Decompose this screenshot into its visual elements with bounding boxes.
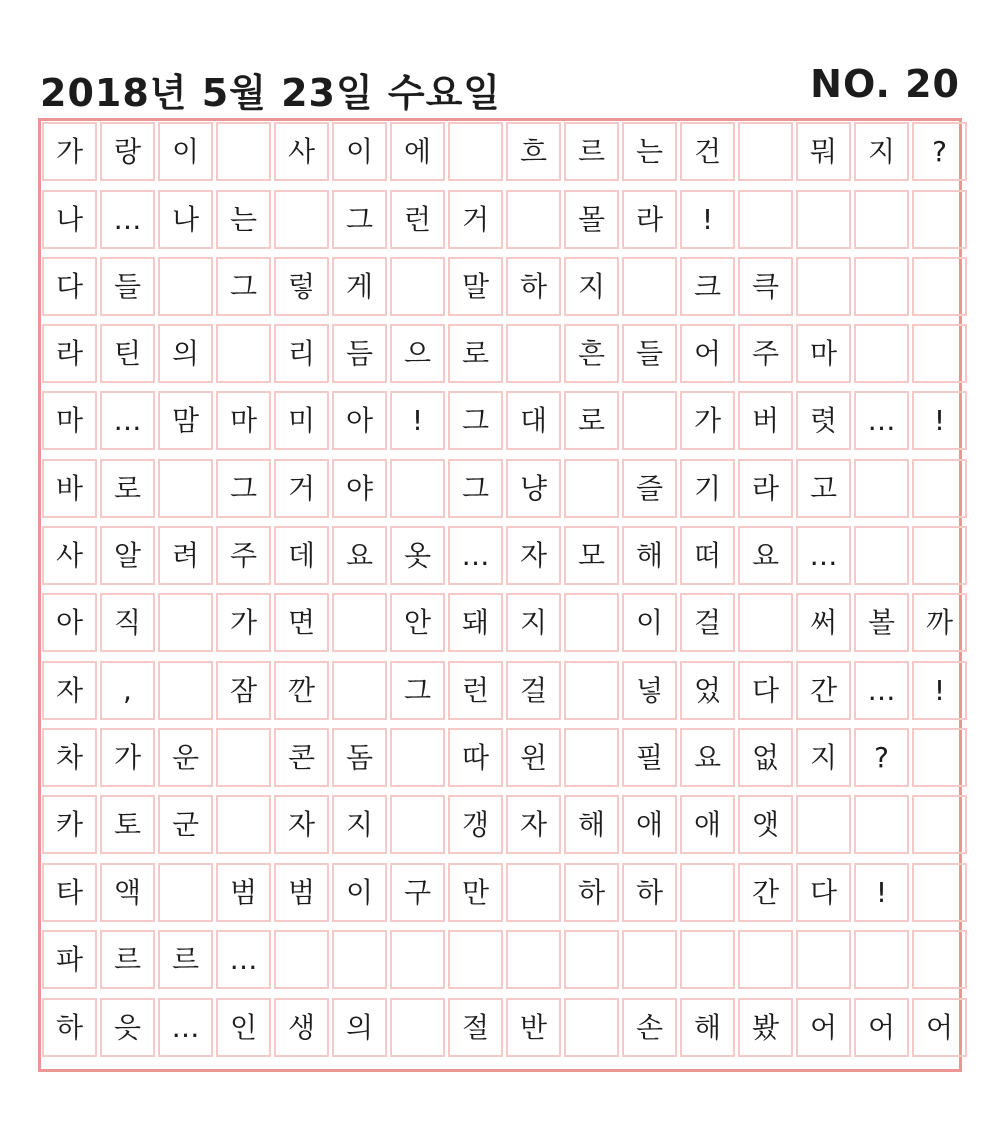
grid-cell xyxy=(564,593,619,652)
grid-cell: … xyxy=(796,526,851,585)
grid-cell: 생 xyxy=(274,998,329,1057)
grid-cell xyxy=(854,930,909,989)
grid-cell: 그 xyxy=(390,661,445,720)
grid-cell xyxy=(912,795,967,854)
grid-cell: 가 xyxy=(680,391,735,450)
grid-row xyxy=(42,593,967,652)
grid-cell: 반 xyxy=(506,998,561,1057)
grid-cell: 앳 xyxy=(738,795,793,854)
grid-cell: 해 xyxy=(680,998,735,1057)
grid-cell xyxy=(738,593,793,652)
grid-cell: 지 xyxy=(506,593,561,652)
grid-cell: 고 xyxy=(796,459,851,518)
grid-cell: 흔 xyxy=(564,324,619,383)
grid-cell: 이 xyxy=(622,593,677,652)
grid-cell: 요 xyxy=(680,728,735,787)
grid-cell: 이 xyxy=(158,122,213,181)
grid-cell xyxy=(738,122,793,181)
grid-cell xyxy=(564,459,619,518)
grid-cell: 해 xyxy=(564,795,619,854)
grid-cell: ! xyxy=(912,391,967,450)
grid-row xyxy=(42,324,967,383)
grid-cell: 읏 xyxy=(100,998,155,1057)
grid-row xyxy=(42,728,967,787)
grid-cell xyxy=(854,526,909,585)
grid-row xyxy=(42,190,967,249)
grid-cell: 액 xyxy=(100,863,155,922)
grid-cell xyxy=(912,728,967,787)
grid-cell: 주 xyxy=(738,324,793,383)
grid-cell: 하 xyxy=(622,863,677,922)
grid-cell: 크 xyxy=(680,257,735,316)
grid-cell: 로 xyxy=(448,324,503,383)
grid-cell: 이 xyxy=(332,122,387,181)
grid-cell: 르 xyxy=(100,930,155,989)
grid-cell xyxy=(274,930,329,989)
grid-cell xyxy=(854,795,909,854)
grid-cell xyxy=(854,324,909,383)
grid-cell: 다 xyxy=(796,863,851,922)
grid-row xyxy=(42,930,967,989)
grid-cell: 의 xyxy=(332,998,387,1057)
grid-cell xyxy=(854,459,909,518)
grid-cell xyxy=(796,795,851,854)
grid-cell: 듬 xyxy=(332,324,387,383)
grid-cell: 흐 xyxy=(506,122,561,181)
grid-cell xyxy=(796,190,851,249)
grid-cell: 잠 xyxy=(216,661,271,720)
grid-cell: 의 xyxy=(158,324,213,383)
grid-cell: 그 xyxy=(448,459,503,518)
grid-cell: 어 xyxy=(796,998,851,1057)
grid-cell: 게 xyxy=(332,257,387,316)
page-number: NO. 20 xyxy=(810,62,960,106)
grid-cell: 타 xyxy=(42,863,97,922)
grid-cell: 만 xyxy=(448,863,503,922)
grid-cell: 카 xyxy=(42,795,97,854)
grid-row xyxy=(42,257,967,316)
grid-cell xyxy=(216,795,271,854)
grid-cell: 야 xyxy=(332,459,387,518)
grid-cell xyxy=(216,728,271,787)
grid-cell: 런 xyxy=(390,190,445,249)
grid-cell xyxy=(158,257,213,316)
grid-cell: … xyxy=(854,391,909,450)
grid-cell: 범 xyxy=(216,863,271,922)
grid-cell: 큭 xyxy=(738,257,793,316)
grid-cell: 봤 xyxy=(738,998,793,1057)
grid-cell: 이 xyxy=(332,863,387,922)
grid-cell xyxy=(680,863,735,922)
grid-row xyxy=(42,122,967,181)
grid-cell: 돔 xyxy=(332,728,387,787)
grid-cell: 맘 xyxy=(158,391,213,450)
grid-cell: 뭐 xyxy=(796,122,851,181)
grid-cell: 는 xyxy=(216,190,271,249)
grid-cell xyxy=(506,190,561,249)
grid-cell xyxy=(390,728,445,787)
grid-cell: 깐 xyxy=(274,661,329,720)
grid-cell: 기 xyxy=(680,459,735,518)
grid-cell: 는 xyxy=(622,122,677,181)
grid-cell: 간 xyxy=(796,661,851,720)
diary-date: 2018년 5월 23일 수요일 xyxy=(40,71,502,115)
grid-cell: 로 xyxy=(564,391,619,450)
grid-cell: 런 xyxy=(448,661,503,720)
grid-cell: 로 xyxy=(100,459,155,518)
grid-cell xyxy=(216,122,271,181)
grid-cell xyxy=(912,324,967,383)
grid-cell: 마 xyxy=(42,391,97,450)
grid-cell: 마 xyxy=(796,324,851,383)
grid-cell: … xyxy=(158,998,213,1057)
grid-cell: 려 xyxy=(158,526,213,585)
grid-cell: 마 xyxy=(216,391,271,450)
grid-cell xyxy=(564,930,619,989)
grid-row xyxy=(42,863,967,922)
grid-cell: 범 xyxy=(274,863,329,922)
grid-cell xyxy=(274,190,329,249)
grid-cell xyxy=(158,661,213,720)
grid-cell: 직 xyxy=(100,593,155,652)
grid-cell xyxy=(912,190,967,249)
grid-cell: 하 xyxy=(564,863,619,922)
grid-cell: 애 xyxy=(680,795,735,854)
grid-row xyxy=(42,526,967,585)
grid-cell: 거 xyxy=(274,459,329,518)
grid-cell: 르 xyxy=(158,930,213,989)
grid-cell xyxy=(738,190,793,249)
grid-cell: 다 xyxy=(42,257,97,316)
grid-cell xyxy=(158,593,213,652)
grid-cell: 해 xyxy=(622,526,677,585)
grid-cell: 버 xyxy=(738,391,793,450)
grid-row xyxy=(42,998,967,1057)
grid-cell: ! xyxy=(912,661,967,720)
grid-cell: 운 xyxy=(158,728,213,787)
grid-cell: ? xyxy=(912,122,967,181)
grid-cell: 리 xyxy=(274,324,329,383)
grid-cell: 차 xyxy=(42,728,97,787)
grid-cell: 떠 xyxy=(680,526,735,585)
grid-cell xyxy=(390,998,445,1057)
grid-cell xyxy=(390,459,445,518)
grid-cell: 그 xyxy=(332,190,387,249)
grid-cell: 다 xyxy=(738,661,793,720)
grid-cell: 몰 xyxy=(564,190,619,249)
grid-cell: 없 xyxy=(738,728,793,787)
grid-cell: 자 xyxy=(506,795,561,854)
grid-cell: 어 xyxy=(680,324,735,383)
grid-cell: 요 xyxy=(738,526,793,585)
grid-cell xyxy=(332,661,387,720)
grid-cell: , xyxy=(100,661,155,720)
grid-cell: 어 xyxy=(912,998,967,1057)
grid-cell: 구 xyxy=(390,863,445,922)
grid-cell: 가 xyxy=(216,593,271,652)
grid-cell: 요 xyxy=(332,526,387,585)
grid-cell xyxy=(912,257,967,316)
grid-cell: 써 xyxy=(796,593,851,652)
grid-cell xyxy=(448,930,503,989)
grid-cell: 라 xyxy=(622,190,677,249)
grid-cell: 자 xyxy=(506,526,561,585)
grid-cell: 옷 xyxy=(390,526,445,585)
grid-cell xyxy=(680,930,735,989)
grid-cell: 르 xyxy=(564,122,619,181)
grid-cell: 대 xyxy=(506,391,561,450)
grid-cell: 파 xyxy=(42,930,97,989)
grid-cell: 간 xyxy=(738,863,793,922)
grid-cell xyxy=(390,795,445,854)
grid-cell: 틴 xyxy=(100,324,155,383)
grid-cell: 렇 xyxy=(274,257,329,316)
grid-cell: 걸 xyxy=(680,593,735,652)
grid-cell xyxy=(564,661,619,720)
grid-cell xyxy=(332,593,387,652)
grid-cell: 면 xyxy=(274,593,329,652)
grid-cell xyxy=(332,930,387,989)
grid-cell: 라 xyxy=(738,459,793,518)
grid-cell: 그 xyxy=(216,257,271,316)
grid-cell: ! xyxy=(854,863,909,922)
grid-cell: 었 xyxy=(680,661,735,720)
grid-cell: 렷 xyxy=(796,391,851,450)
grid-cell xyxy=(912,863,967,922)
grid-cell: 절 xyxy=(448,998,503,1057)
grid-cell: 돼 xyxy=(448,593,503,652)
grid-cell: 사 xyxy=(42,526,97,585)
grid-cell: 으 xyxy=(390,324,445,383)
grid-cell: … xyxy=(100,391,155,450)
grid-cell: 그 xyxy=(216,459,271,518)
grid-cell: 미 xyxy=(274,391,329,450)
grid-cell: ! xyxy=(390,391,445,450)
grid-cell xyxy=(912,930,967,989)
grid-cell xyxy=(390,257,445,316)
grid-cell xyxy=(506,863,561,922)
grid-cell: 아 xyxy=(42,593,97,652)
grid-cell: 사 xyxy=(274,122,329,181)
grid-cell: … xyxy=(854,661,909,720)
grid-cell: 윈 xyxy=(506,728,561,787)
grid-cell: 즐 xyxy=(622,459,677,518)
grid-cell: … xyxy=(100,190,155,249)
grid-cell: 콘 xyxy=(274,728,329,787)
grid-cell: 바 xyxy=(42,459,97,518)
grid-cell: 주 xyxy=(216,526,271,585)
grid-row xyxy=(42,661,967,720)
grid-row xyxy=(42,459,967,518)
grid-cell: 지 xyxy=(796,728,851,787)
grid-cell: 말 xyxy=(448,257,503,316)
grid-cell: 토 xyxy=(100,795,155,854)
grid-cell: 지 xyxy=(332,795,387,854)
grid-cell: 나 xyxy=(42,190,97,249)
grid-cell: ! xyxy=(680,190,735,249)
grid-cell: 갱 xyxy=(448,795,503,854)
grid-cell xyxy=(796,930,851,989)
grid-cell: 안 xyxy=(390,593,445,652)
grid-cell xyxy=(854,190,909,249)
grid-cell xyxy=(564,728,619,787)
grid-cell xyxy=(622,257,677,316)
grid-cell: 걸 xyxy=(506,661,561,720)
grid-cell: 나 xyxy=(158,190,213,249)
grid-cell: 군 xyxy=(158,795,213,854)
grid-cell: 필 xyxy=(622,728,677,787)
grid-cell: 자 xyxy=(42,661,97,720)
grid-cell: 넣 xyxy=(622,661,677,720)
grid-cell: 하 xyxy=(506,257,561,316)
grid-cell xyxy=(158,459,213,518)
grid-cell: 에 xyxy=(390,122,445,181)
grid-cell: 라 xyxy=(42,324,97,383)
grid-cell: 따 xyxy=(448,728,503,787)
grid-cell xyxy=(506,930,561,989)
grid-cell: 까 xyxy=(912,593,967,652)
grid-cell xyxy=(158,863,213,922)
grid-cell: 하 xyxy=(42,998,97,1057)
page-header xyxy=(40,62,960,115)
grid-cell: 들 xyxy=(100,257,155,316)
grid-cell xyxy=(796,257,851,316)
grid-cell: 모 xyxy=(564,526,619,585)
grid-cell: 지 xyxy=(564,257,619,316)
grid-cell: 냥 xyxy=(506,459,561,518)
grid-cell: 인 xyxy=(216,998,271,1057)
grid-cell: 손 xyxy=(622,998,677,1057)
grid-cell xyxy=(912,459,967,518)
grid-cell: 지 xyxy=(854,122,909,181)
grid-cell: … xyxy=(448,526,503,585)
grid-cell: 그 xyxy=(448,391,503,450)
grid-cell: 거 xyxy=(448,190,503,249)
grid-cell: ? xyxy=(854,728,909,787)
grid-cell: 건 xyxy=(680,122,735,181)
grid-cell xyxy=(448,122,503,181)
grid-cell: … xyxy=(216,930,271,989)
grid-cell xyxy=(622,930,677,989)
grid-cell: 랑 xyxy=(100,122,155,181)
grid-cell: 볼 xyxy=(854,593,909,652)
grid-row xyxy=(42,795,967,854)
grid-cell: 데 xyxy=(274,526,329,585)
grid-cell: 가 xyxy=(100,728,155,787)
grid-row xyxy=(42,391,967,450)
grid-cell: 애 xyxy=(622,795,677,854)
grid-cell xyxy=(912,526,967,585)
grid-cell: 아 xyxy=(332,391,387,450)
grid-cell: 알 xyxy=(100,526,155,585)
grid-cell: 들 xyxy=(622,324,677,383)
grid-cell xyxy=(506,324,561,383)
grid-cell: 가 xyxy=(42,122,97,181)
grid-cell xyxy=(738,930,793,989)
grid-cell xyxy=(216,324,271,383)
grid-cell xyxy=(564,998,619,1057)
grid-cell: 자 xyxy=(274,795,329,854)
grid-cell: 어 xyxy=(854,998,909,1057)
grid-cell xyxy=(854,257,909,316)
grid-cell xyxy=(390,930,445,989)
manuscript-grid xyxy=(38,118,962,1072)
grid-cell xyxy=(622,391,677,450)
